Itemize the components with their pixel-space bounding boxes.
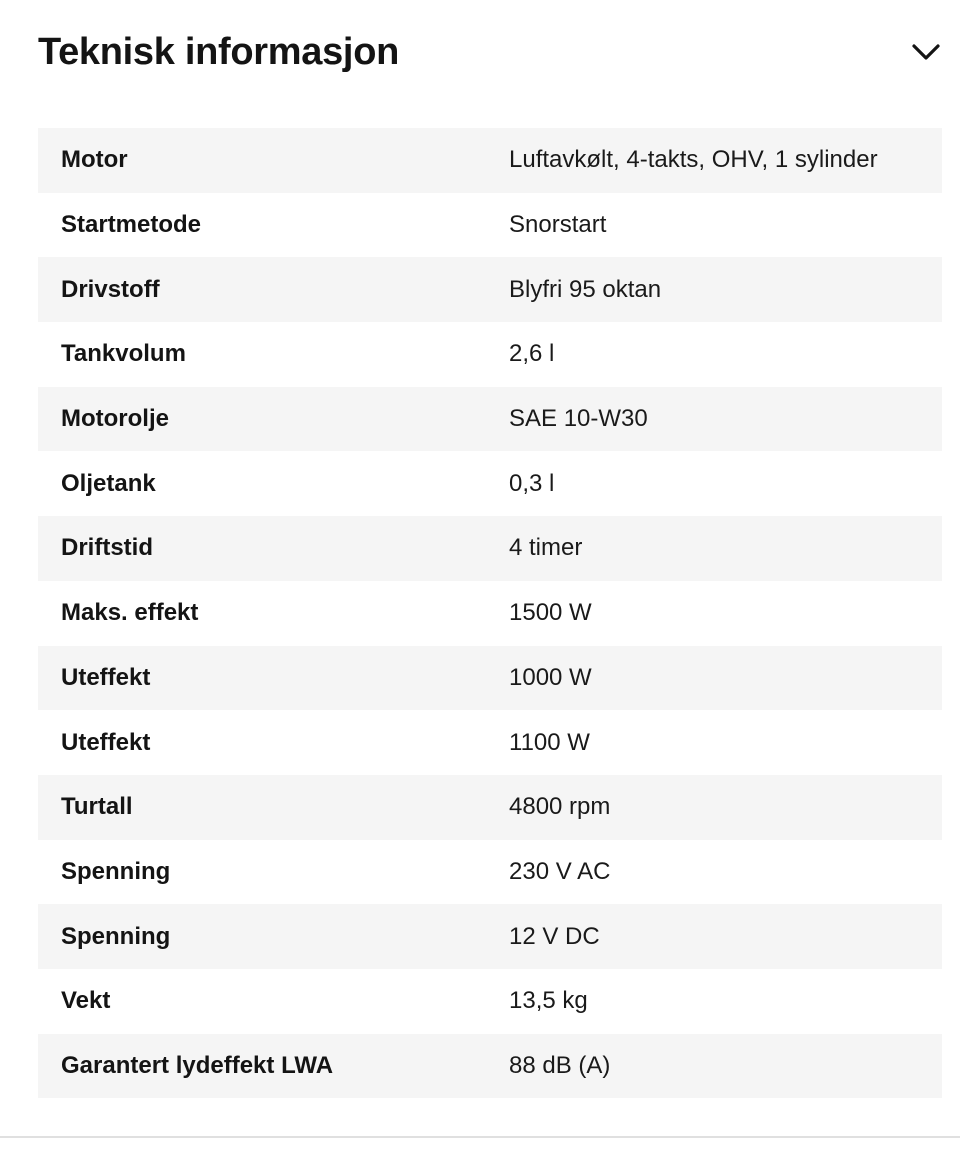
spec-label: Uteffekt <box>61 663 151 691</box>
spec-row-driftstid <box>38 516 942 581</box>
spec-value: 2,6 l <box>509 340 555 368</box>
spec-label: Drivstoff <box>61 275 160 303</box>
spec-row-turtall <box>38 775 942 840</box>
spec-row-maks-effekt <box>38 581 942 646</box>
spec-value: 1500 W <box>509 599 592 627</box>
spec-value: 0,3 l <box>509 469 555 497</box>
spec-row-vekt <box>38 969 942 1034</box>
spec-row-drivstoff <box>38 257 942 322</box>
spec-label: Oljetank <box>61 469 156 497</box>
spec-value: 88 dB (A) <box>509 1051 611 1079</box>
spec-label: Spenning <box>61 922 171 950</box>
section-divider <box>0 1136 960 1138</box>
chevron-down-icon[interactable] <box>906 32 946 72</box>
spec-row-tankvolum <box>38 322 942 387</box>
spec-value: Luftavkølt, 4-takts, OHV, 1 sylinder <box>509 146 878 174</box>
spec-value: 1000 W <box>509 663 592 691</box>
spec-row-lydeffekt <box>38 1034 942 1099</box>
spec-label: Motorolje <box>61 405 169 433</box>
spec-value: 12 V DC <box>509 922 600 950</box>
spec-value: 13,5 kg <box>509 987 588 1015</box>
spec-row-spenning <box>38 840 942 905</box>
accordion-header[interactable] <box>38 22 942 82</box>
spec-label: Uteffekt <box>61 728 151 756</box>
spec-row-oljetank <box>38 451 942 516</box>
spec-row-startmetode <box>38 193 942 258</box>
spec-row-uteffekt <box>38 646 942 711</box>
spec-label: Tankvolum <box>61 340 186 368</box>
spec-row-motor <box>38 128 942 193</box>
spec-row-spenning <box>38 904 942 969</box>
spec-value: 230 V AC <box>509 857 611 885</box>
spec-value: Snorstart <box>509 211 607 239</box>
spec-label: Startmetode <box>61 211 202 239</box>
spec-value: Blyfri 95 oktan <box>509 275 662 303</box>
spec-value: 4 timer <box>509 534 583 562</box>
spec-value: 1100 W <box>509 728 590 756</box>
spec-row-motorolje <box>38 387 942 452</box>
spec-label: Motor <box>61 146 128 174</box>
section-title: Teknisk informasjon <box>38 31 400 73</box>
spec-value: SAE 10-W30 <box>509 405 648 433</box>
spec-table <box>38 128 942 1098</box>
spec-label: Vekt <box>61 987 111 1015</box>
spec-label: Spenning <box>61 857 171 885</box>
spec-label: Driftstid <box>61 534 153 562</box>
spec-label: Maks. effekt <box>61 599 199 627</box>
spec-label: Turtall <box>61 793 133 821</box>
spec-value: 4800 rpm <box>509 793 611 821</box>
spec-row-uteffekt <box>38 710 942 775</box>
spec-label: Garantert lydeffekt LWA <box>61 1051 334 1079</box>
